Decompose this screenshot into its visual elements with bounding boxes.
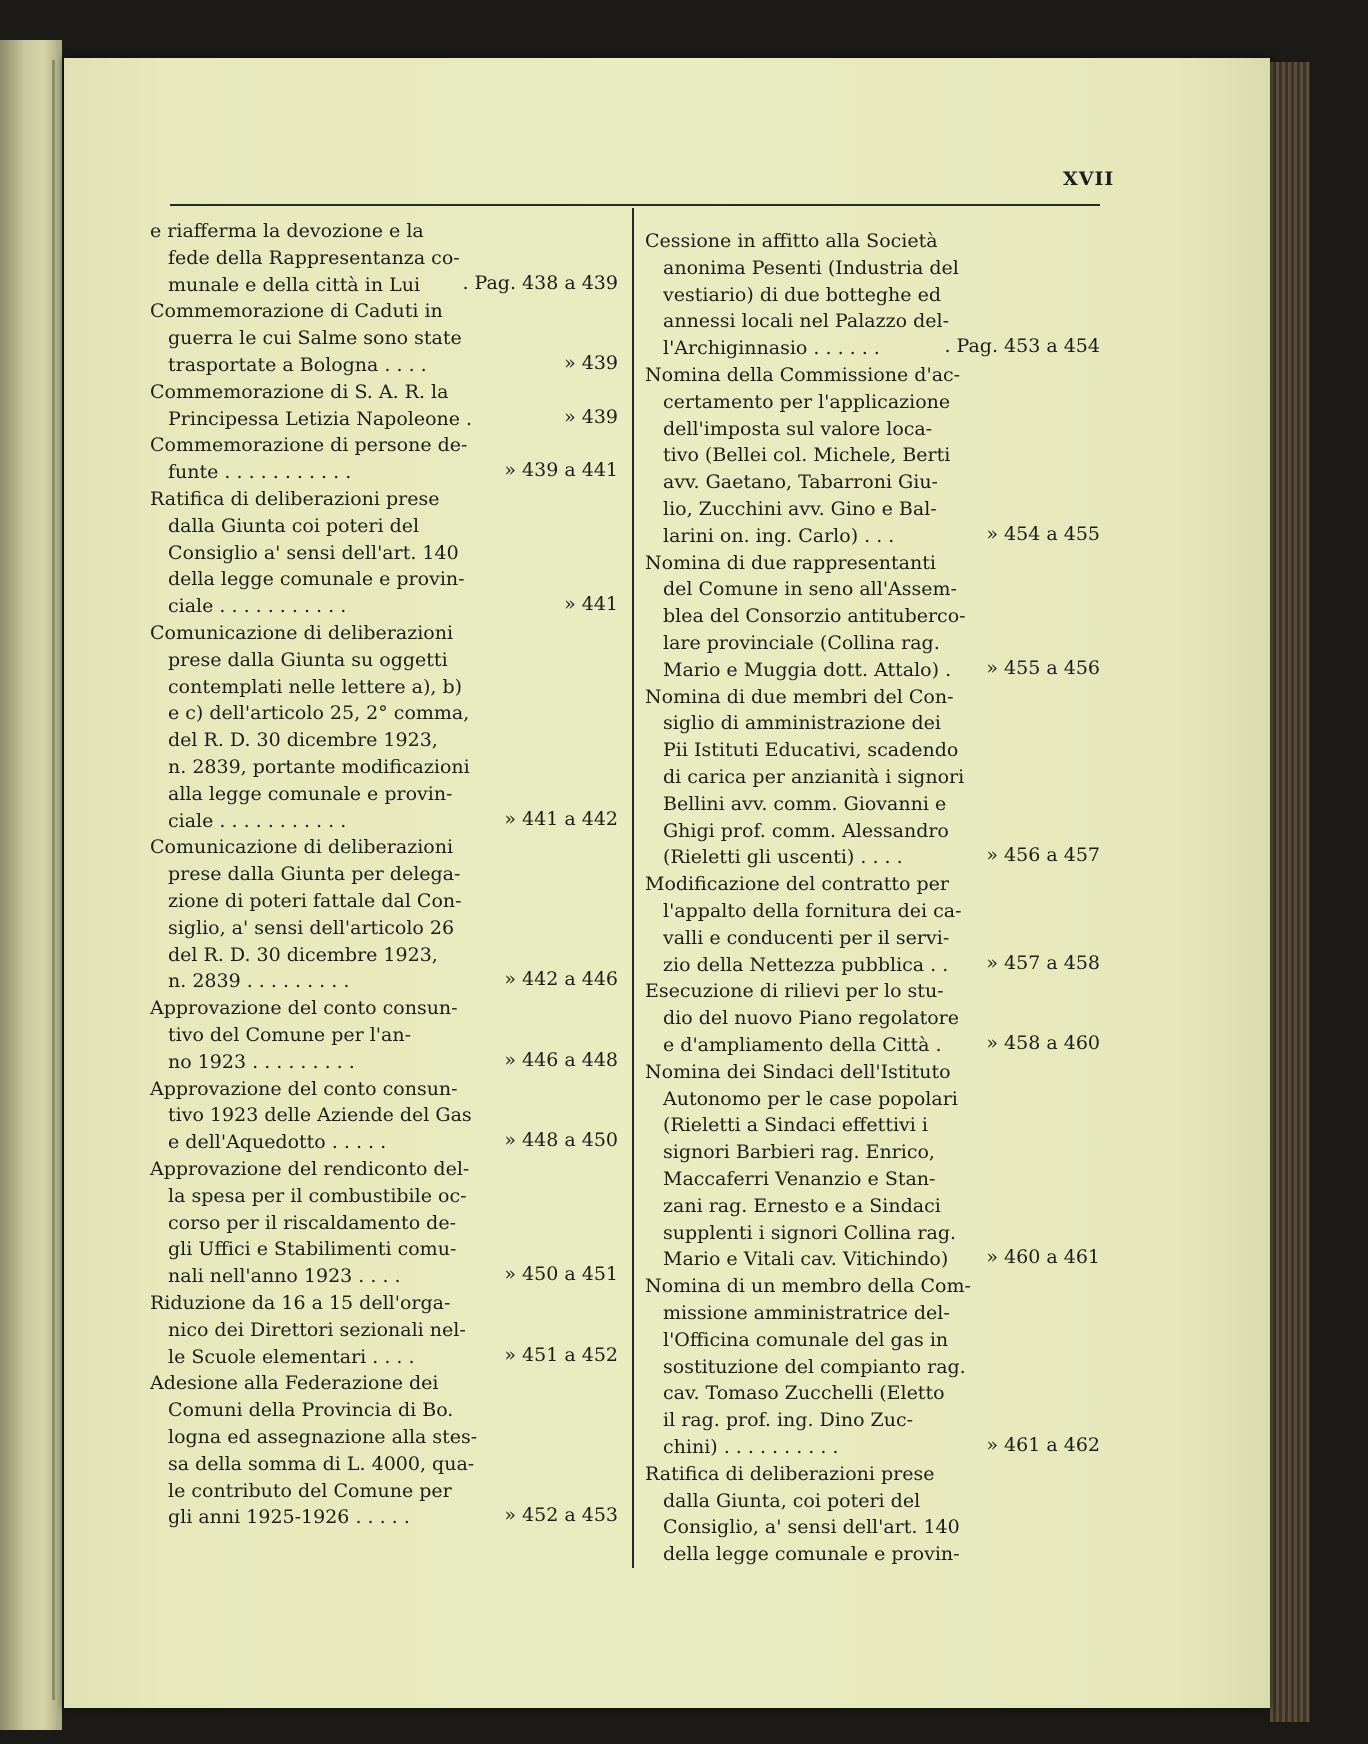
entry-line: certamento per l'applicazione — [663, 390, 951, 413]
entry-line: ciale . . . . . . . . . . . — [168, 809, 347, 832]
entry-line: anonima Pesenti (Industria del — [663, 256, 959, 279]
entry-line: Autonomo per le case popolari — [663, 1087, 958, 1110]
entry-line: della legge comunale e provin- — [663, 1543, 960, 1566]
entry-line: Consiglio a' sensi dell'art. 140 — [168, 541, 459, 564]
entry-line: alla legge comunale e provin- — [168, 782, 453, 805]
page-reference: » 450 a 451 — [504, 1263, 618, 1286]
entry-line: blea del Consorzio antituberco- — [663, 605, 966, 628]
page-reference: » 439 — [564, 352, 618, 374]
entry-line: Adesione alla Federazione dei — [150, 1372, 439, 1395]
entry-line: supplenti i signori Collina rag. — [663, 1221, 957, 1244]
page-reference: » 456 a 457 — [986, 844, 1100, 867]
entry-line: dalla Giunta coi poteri del — [168, 514, 420, 537]
page-reference: » 446 a 448 — [504, 1048, 618, 1071]
entry-line: dio del nuovo Piano regolatore — [663, 1007, 960, 1030]
index-entry — [645, 550, 966, 684]
entry-line: Consiglio, a' sensi dell'art. 140 — [663, 1516, 960, 1539]
entry-line: le contributo del Comune per — [168, 1479, 452, 1502]
entry-line: logna ed assegnazione alla stes- — [168, 1425, 478, 1448]
page-reference: . Pag. 453 a 454 — [944, 335, 1100, 358]
page-reference: » 441 a 442 — [504, 807, 618, 830]
entry-line: Nomina dei Sindaci dell'Istituto — [645, 1060, 951, 1083]
index-entry — [150, 379, 473, 433]
entry-line: Ratifica di deliberazioni prese — [150, 488, 440, 510]
entry-line: lare provinciale (Collina rag. — [663, 631, 940, 654]
entry-line: n. 2839 . . . . . . . . . — [168, 970, 350, 993]
page-reference: » 451 a 452 — [504, 1343, 618, 1366]
page-reference: » 441 — [564, 593, 618, 616]
entry-line: annessi locali nel Palazzo del- — [663, 310, 950, 333]
index-entry — [645, 871, 962, 978]
entry-line: l'Archiginnasio . . . . . . — [663, 337, 880, 360]
index-entry — [150, 218, 468, 298]
entry-line: Maccaferri Venanzio e Stan- — [663, 1167, 936, 1190]
page-stack-edge — [1270, 62, 1310, 1722]
entry-line: Mario e Vitali cav. Vitichindo) — [663, 1248, 949, 1271]
page-reference: » 448 a 450 — [504, 1129, 618, 1152]
entry-line: Nomina della Commissione d'ac- — [645, 364, 961, 386]
entry-line: Approvazione del conto consun- — [150, 997, 458, 1020]
entry-line: l'appalto della fornitura dei ca- — [663, 899, 962, 922]
page-reference: » 460 a 461 — [986, 1246, 1100, 1269]
entry-line: ciale . . . . . . . . . . . — [168, 595, 347, 618]
entry-line: siglio, a' sensi dell'articolo 26 — [168, 916, 455, 939]
entry-line: signori Barbieri rag. Enrico, — [663, 1141, 935, 1164]
page-reference: » 461 a 462 — [986, 1434, 1100, 1456]
index-entry — [150, 620, 468, 834]
entry-line: Nomina di due membri del Con- — [645, 685, 954, 708]
entry-line: gli Uffici e Stabilimenti comu- — [168, 1238, 457, 1261]
entry-line: prese dalla Giunta su oggetti — [168, 648, 448, 671]
entry-line: della legge comunale e provin- — [168, 568, 465, 591]
entry-line: Approvazione del rendiconto del- — [150, 1158, 470, 1180]
entry-line: dell'imposta sul valore loca- — [663, 417, 933, 440]
page-number: XVII — [1063, 168, 1115, 190]
entry-line: del Comune in seno all'Assem- — [663, 578, 957, 601]
page-reference: » 452 a 453 — [504, 1504, 618, 1527]
index-entry — [645, 1059, 957, 1273]
index-entry — [645, 684, 965, 872]
entry-line: e c) dell'articolo 25, 2° comma, — [168, 702, 470, 725]
entry-line: del R. D. 30 dicembre 1923, — [168, 729, 438, 752]
page-reference: . Pag. 438 a 439 — [462, 271, 618, 294]
entry-line: la spesa per il combustibile oc- — [168, 1184, 467, 1207]
entry-line: e dell'Aquedotto . . . . . — [168, 1131, 387, 1154]
entry-line: Comuni della Provincia di Bo. — [168, 1399, 454, 1422]
entry-line: Principessa Letizia Napoleone . — [168, 407, 473, 430]
entry-line: (Rieletti gli uscenti) . . . . — [663, 846, 903, 869]
entry-line: tivo (Bellei col. Michele, Berti — [663, 444, 951, 467]
entry-line: nali nell'anno 1923 . . . . — [168, 1265, 401, 1288]
entry-line: Ghigi prof. comm. Alessandro — [663, 819, 949, 842]
entry-line: Riduzione da 16 a 15 dell'orga- — [150, 1292, 451, 1314]
entry-line: nico dei Direttori sezionali nel- — [168, 1318, 466, 1341]
index-entry — [150, 432, 468, 486]
entry-line: contemplati nelle lettere a), b) — [168, 675, 463, 698]
entry-line: lio, Zucchini avv. Gino e Bal- — [663, 497, 937, 520]
index-entry — [150, 298, 468, 378]
entry-line: prese dalla Giunta per delega- — [168, 863, 461, 886]
entry-line: valli e conducenti per il servi- — [663, 926, 950, 949]
entry-line: tivo del Comune per l'an- — [168, 1023, 412, 1046]
index-entry — [150, 995, 468, 1075]
entry-line: Commemorazione di S. A. R. la — [150, 380, 449, 403]
entry-line: e d'ampliamento della Città . — [663, 1033, 942, 1056]
page-reference: » 455 a 456 — [986, 656, 1100, 679]
entry-line: Approvazione del conto consun- — [150, 1077, 458, 1100]
entry-line: trasportate a Bologna . . . . — [168, 353, 427, 376]
entry-line: guerra le cui Salme sono state — [168, 327, 462, 350]
header-rule — [170, 204, 1100, 206]
entry-line: tivo 1923 delle Aziende del Gas — [168, 1104, 472, 1127]
entry-line: di carica per anzianità i signori — [663, 765, 965, 788]
page-reference: » 454 a 455 — [986, 522, 1100, 545]
entry-line: Modificazione del contratto per — [645, 873, 949, 896]
entry-line: zione di poteri fattale dal Con- — [168, 889, 462, 912]
index-entry — [150, 1290, 468, 1370]
entry-line: le Scuole elementari . . . . — [168, 1345, 415, 1368]
entry-line: e riafferma la devozione e la — [150, 220, 424, 242]
entry-line: Commemorazione di persone de- — [150, 434, 468, 457]
entry-line: Pii Istituti Educativi, scadendo — [663, 739, 959, 762]
entry-line: Esecuzione di rilievi per lo stu- — [645, 980, 944, 1003]
entry-line: zani rag. Ernesto e a Sindaci — [663, 1194, 941, 1217]
entry-line: avv. Gaetano, Tabarroni Giu- — [663, 471, 938, 494]
entry-line: (Rieletti a Sindaci effettivi i — [663, 1114, 928, 1137]
entry-line: no 1923 . . . . . . . . . — [168, 1050, 355, 1073]
entry-line: corso per il riscaldamento de- — [168, 1211, 456, 1234]
entry-line: chini) . . . . . . . . . . — [663, 1435, 839, 1458]
entry-line: fede della Rappresentanza co- — [168, 246, 460, 269]
page-reference: » 439 — [564, 405, 618, 428]
entry-line: Cessione in affitto alla Società — [645, 230, 938, 252]
index-entry — [150, 486, 468, 620]
entry-line: missione amministratrice del- — [663, 1301, 950, 1324]
entry-line: Comunicazione di deliberazioni — [150, 836, 454, 859]
entry-line: Comunicazione di deliberazioni — [150, 622, 454, 644]
index-entry — [150, 834, 468, 995]
entry-line: dalla Giunta, coi poteri del — [663, 1489, 921, 1512]
entry-line: Nomina di due rappresentanti — [645, 551, 936, 574]
index-entry — [645, 1461, 960, 1568]
entry-line: vestiario) di due botteghe ed — [663, 283, 941, 306]
entry-line: zio della Nettezza pubblica . . — [663, 953, 949, 976]
page-reference: » 457 a 458 — [986, 951, 1100, 974]
entry-line: Nomina di un membro della Com- — [645, 1275, 971, 1298]
entry-line: sa della somma di L. 4000, qua- — [168, 1452, 475, 1475]
entry-line: larini on. ing. Carlo) . . . — [663, 524, 895, 547]
entry-line: il rag. prof. ing. Dino Zuc- — [663, 1409, 914, 1432]
entry-line: del R. D. 30 dicembre 1923, — [168, 943, 438, 966]
index-entry — [150, 1076, 472, 1156]
index-entry — [645, 978, 960, 1058]
index-entry — [150, 1370, 478, 1531]
entry-line: l'Officina comunale del gas in — [663, 1328, 949, 1351]
entry-line: munale e della città in Lui — [168, 273, 421, 296]
entry-line: funte . . . . . . . . . . . — [168, 461, 352, 484]
column-divider — [632, 208, 634, 1568]
entry-line: Bellini avv. comm. Giovanni e — [663, 792, 947, 815]
binding-edge — [52, 60, 55, 1700]
page-reference: » 458 a 460 — [986, 1032, 1100, 1054]
entry-line: siglio di amministrazione dei — [663, 712, 941, 735]
page-reference: » 439 a 441 — [504, 459, 618, 482]
index-entry — [645, 1273, 971, 1461]
entry-line: Mario e Muggia dott. Attalo) . — [663, 658, 952, 681]
entry-line: sostituzione del compianto rag. — [663, 1355, 966, 1378]
index-entry — [150, 1156, 468, 1290]
entry-line: Ratifica di deliberazioni prese — [645, 1462, 935, 1485]
entry-line: gli anni 1925-1926 . . . . . — [168, 1506, 410, 1529]
page-reference: » 442 a 446 — [504, 968, 618, 991]
entry-line: cav. Tomaso Zucchelli (Eletto — [663, 1382, 945, 1405]
index-entry — [645, 228, 957, 362]
entry-line: n. 2839, portante modificazioni — [168, 755, 470, 778]
entry-line: Commemorazione di Caduti in — [150, 300, 443, 323]
index-entry — [645, 362, 961, 550]
